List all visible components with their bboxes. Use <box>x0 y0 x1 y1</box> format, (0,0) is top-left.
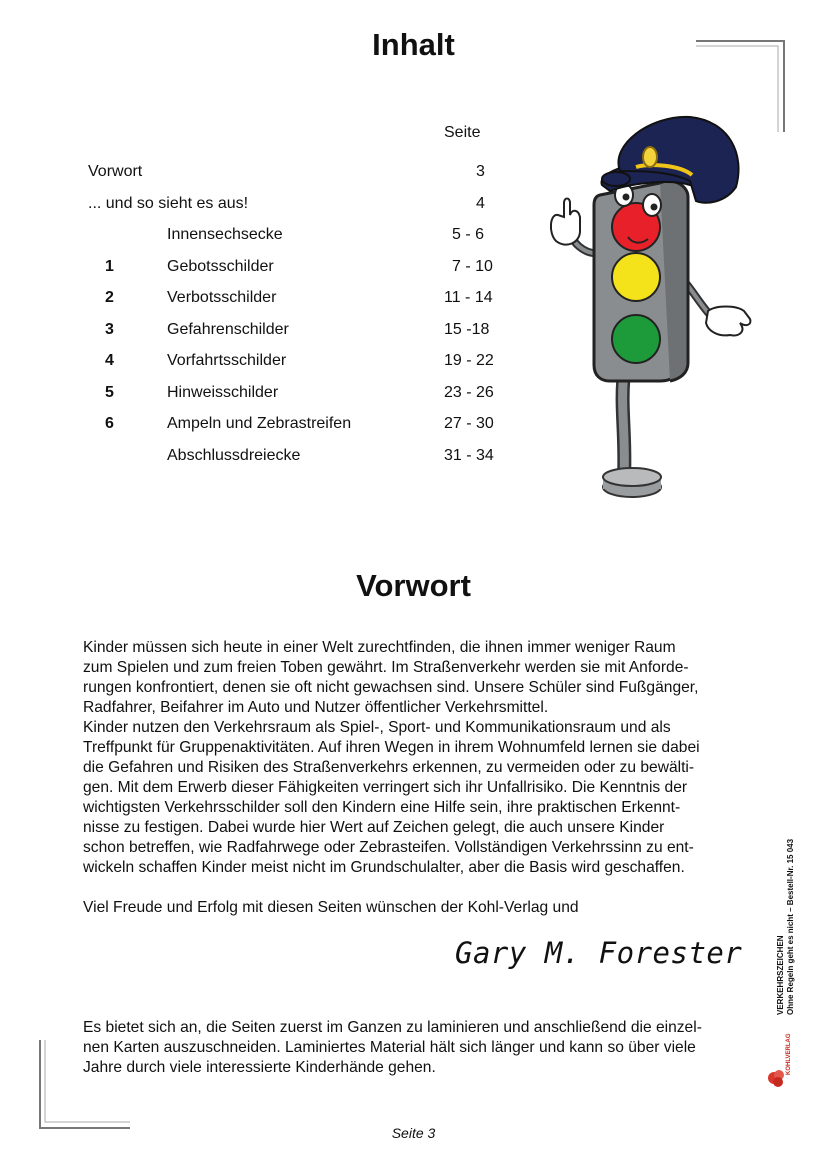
note-line: nen Karten auszuschneiden. Laminiertes Material hält sich länger und kann so über viele <box>83 1039 696 1056</box>
toc-entry-name: Vorwort <box>88 163 143 180</box>
greeting-line: Viel Freude und Erfolg mit diesen Seiten wünschen der Kohl-Verlag und <box>83 899 579 916</box>
toc-entry-page: 4 <box>476 195 485 212</box>
vorwort-line: Treffpunkt für Gruppenaktivitäten. Auf ihren Wegen in ihrem Wohnumfeld lernen sie dabei <box>83 739 700 756</box>
toc-seite-label: Seite <box>444 124 481 141</box>
toc-entry-page: 27 - 30 <box>444 415 494 432</box>
toc-entry-page: 7 - 10 <box>452 258 493 275</box>
toc-entry-number: 3 <box>105 321 114 338</box>
toc-row <box>0 161 520 183</box>
author-signature: Gary M. Forester <box>455 936 743 970</box>
publisher-logo-icon <box>766 1068 788 1092</box>
toc-entry-name: Abschlussdreiecke <box>167 447 301 464</box>
vorwort-line: rungen konfrontiert, denen sie oft nicht gewachsen sind. Unsere Schüler sind Fußgänger, <box>83 679 699 696</box>
toc-row <box>0 319 520 341</box>
vorwort-line: nisse zu festigen. Dabei wurde hier Wert auf Zeichen gelegt, die auch unsere Kinder <box>83 819 665 836</box>
toc-row <box>0 413 520 435</box>
toc-entry-number: 1 <box>105 258 114 275</box>
toc-row <box>0 256 520 278</box>
lamination-note <box>83 1018 751 1078</box>
toc-entry-name: Vorfahrtsschilder <box>167 352 287 369</box>
note-line: Jahre durch viele interessierte Kinderhände gehen. <box>83 1059 436 1076</box>
toc-entry-name: Ampeln und Zebrastreifen <box>167 415 352 432</box>
toc-row <box>0 382 520 404</box>
toc-entry-number: 2 <box>105 289 114 306</box>
toc-row <box>0 445 520 467</box>
side-series-subtitle: Ohne Regeln geht es nicht – Bestell-Nr. 15 043 <box>786 838 795 1015</box>
toc-entry-page: 3 <box>476 163 485 180</box>
vorwort-line: wichtigsten Verkehrsschilder soll den Kindern eine Hilfe sein, ihre praktischen Erkennt- <box>83 799 681 816</box>
page-title: Inhalt <box>372 27 455 62</box>
toc-entry-number: 4 <box>105 352 114 369</box>
toc-entry-page: 23 - 26 <box>444 384 494 401</box>
toc-entry-name: Gefahrenschilder <box>167 321 289 338</box>
vorwort-paragraph <box>83 638 751 878</box>
toc-entry-name: Innensechsecke <box>167 226 283 243</box>
toc-entry-page: 5 - 6 <box>452 226 485 243</box>
toc-row <box>0 350 520 372</box>
toc-entry-page: 15 -18 <box>444 321 490 338</box>
page-number: Seite 3 <box>391 1125 436 1141</box>
toc-entry-name: Verbotsschilder <box>167 289 277 306</box>
vorwort-line: zum Spielen und zum freien Toben gewährt. Im Straßenverkehr werden sie mit Anforde- <box>83 659 689 676</box>
note-line: Es bietet sich an, die Seiten zuerst im Ganzen zu laminieren und anschließend die einzel- <box>83 1019 702 1036</box>
toc-entry-number: 6 <box>105 415 114 432</box>
toc-row <box>0 193 520 215</box>
vorwort-line: die Gefahren und Risiken des Straßenverkehrs erkennen, zu vermeiden oder zu bewälti- <box>83 759 695 776</box>
traffic-light-mascot-illustration <box>540 105 755 505</box>
side-series-label <box>776 839 796 1015</box>
toc-row <box>0 287 520 309</box>
toc-entry-page: 11 - 14 <box>444 289 493 306</box>
toc-entry-page: 19 - 22 <box>444 352 494 369</box>
toc-entry-number: 5 <box>105 384 114 401</box>
vorwort-line: Radfahrer, Beifahrer im Auto und Nutzer öffentlicher Verkehrsmittel. <box>83 699 549 716</box>
toc-entry-name: Gebotsschilder <box>167 258 274 275</box>
toc-row <box>0 224 520 246</box>
vorwort-line: Kinder müssen sich heute in einer Welt zurechtfinden, die ihnen immer weniger Raum <box>83 639 676 656</box>
section-title-vorwort: Vorwort <box>356 568 471 603</box>
publisher-logo <box>766 1068 788 1092</box>
toc-entry-page: 31 - 34 <box>444 447 494 464</box>
vorwort-line: wickeln schaffen Kinder meist nicht im Grundschulalter, aber die Basis wird geschaffen. <box>83 859 685 876</box>
toc-entry-name: ... und so sieht es aus! <box>88 195 249 212</box>
publisher-name: KOHLVERLAG <box>786 1033 792 1075</box>
toc-entry-name: Hinweisschilder <box>167 384 279 401</box>
side-series-title: VERKEHRSZEICHEN <box>776 935 785 1015</box>
vorwort-line: Kinder nutzen den Verkehrsraum als Spiel-, Sport- und Kommunikationsraum und als <box>83 719 671 736</box>
vorwort-line: schon betreffen, wie Radfahrwege oder Zebrasteifen. Vollständigen Verkehrssinn zu ent- <box>83 839 694 856</box>
vorwort-line: gen. Mit dem Erwerb dieser Fähigkeiten verringert sich ihr Unfallrisiko. Die Kenntnis der <box>83 779 688 796</box>
